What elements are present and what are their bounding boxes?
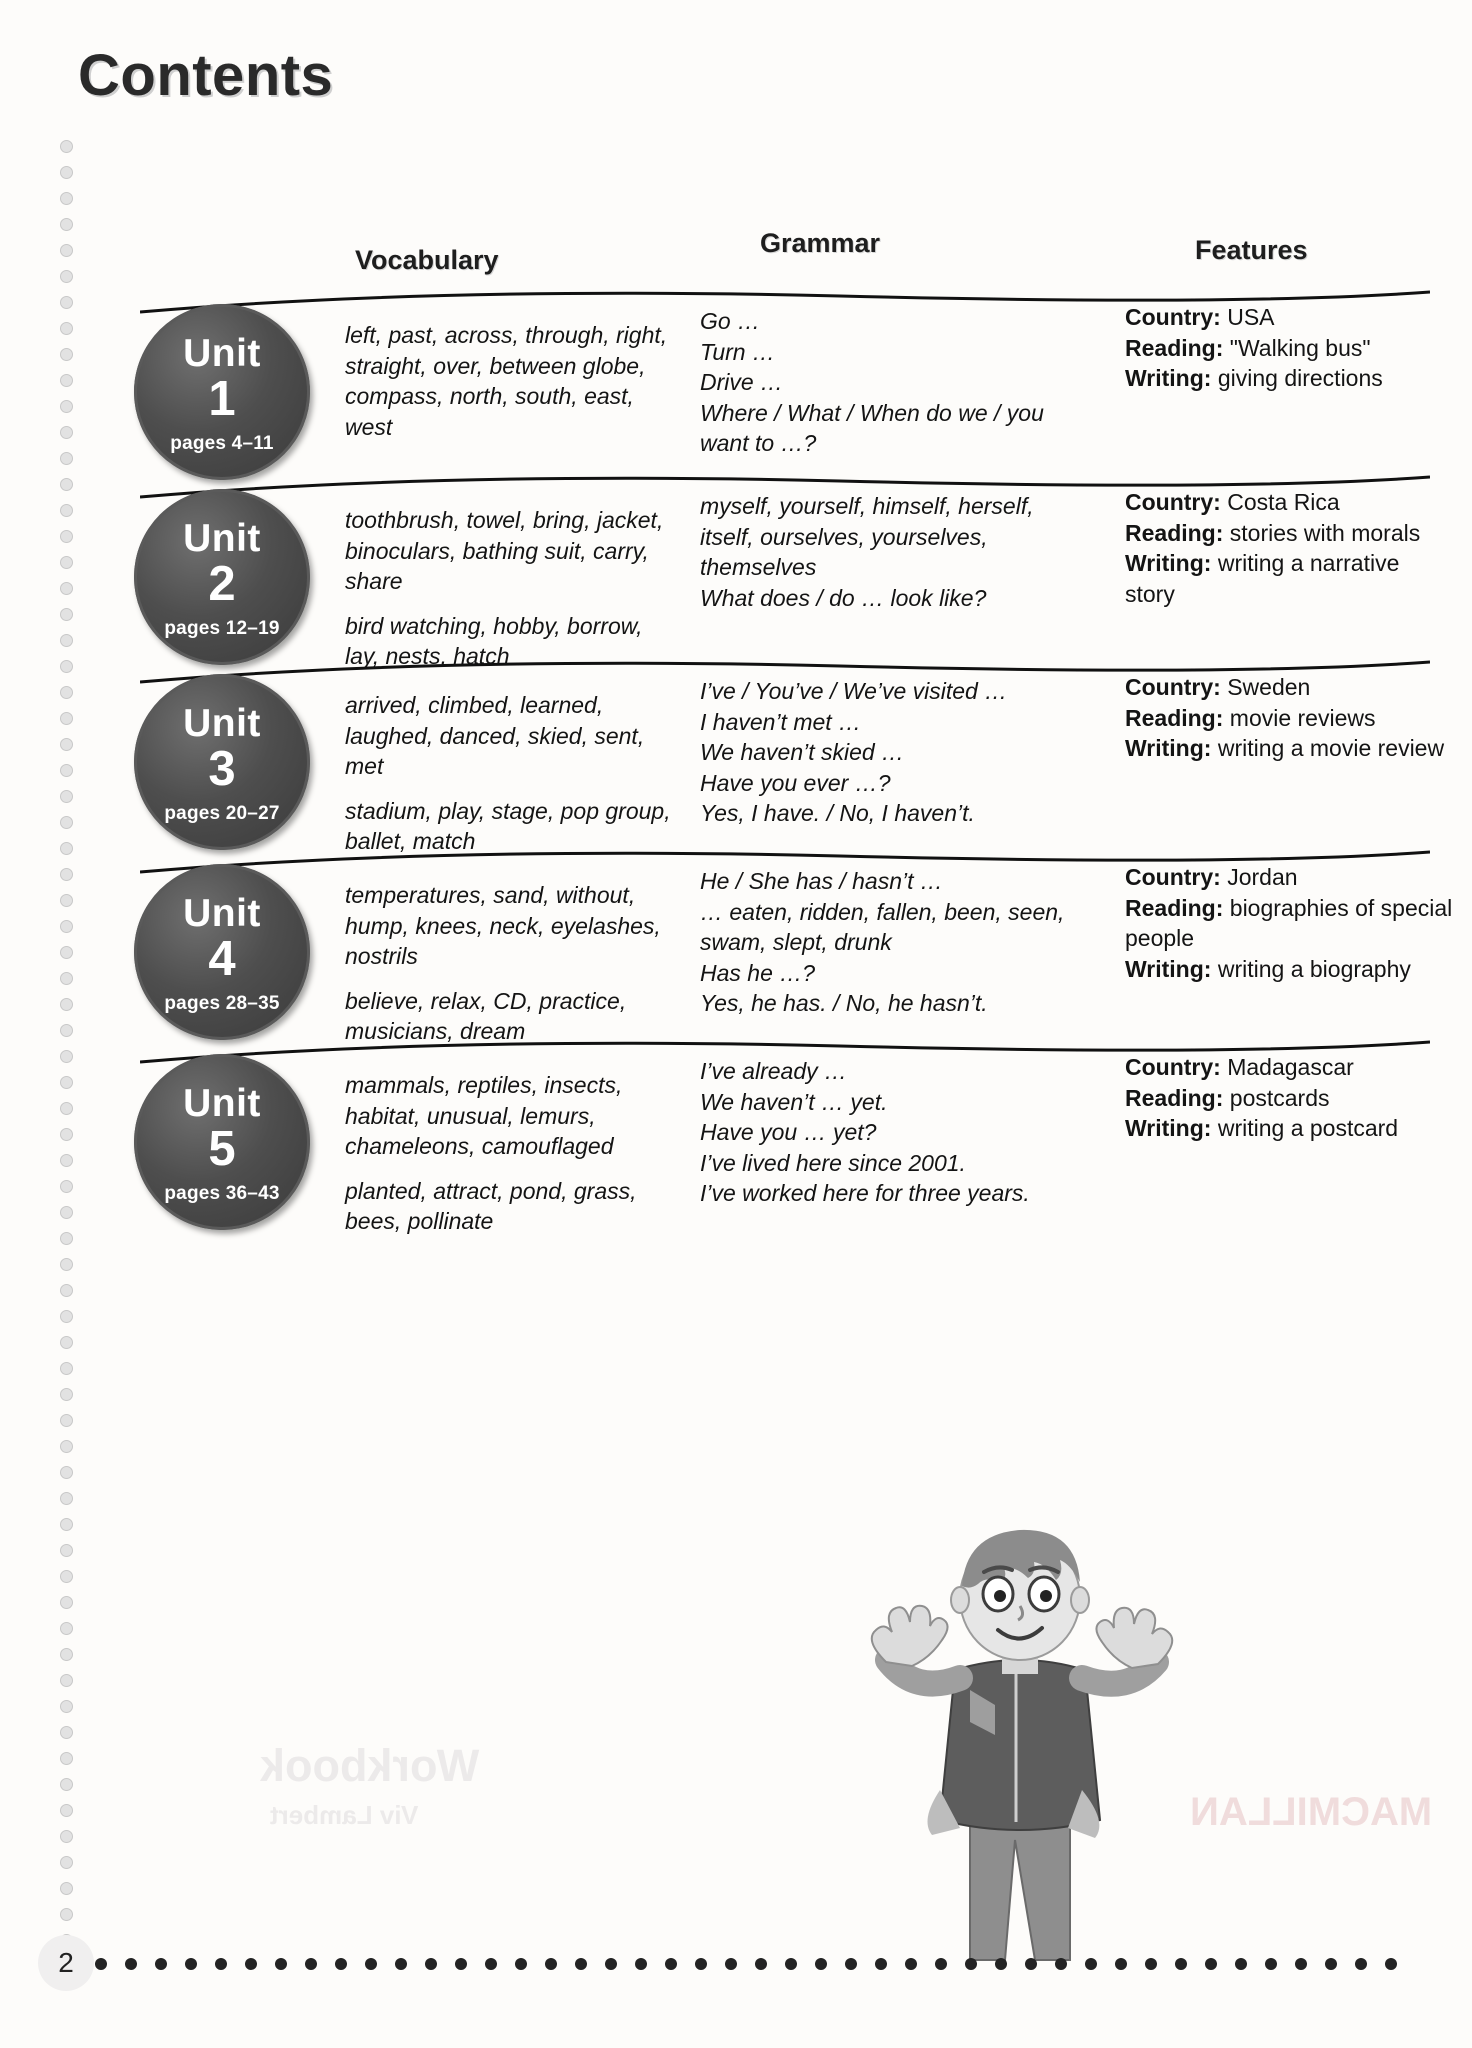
grammar-line: Where / What / When do we / you want to …? [700,399,1044,457]
bottom-dotted-rule [95,1958,1415,1972]
unit-grammar [700,1056,1090,1209]
vocabulary-group: planted, attract, pond, grass, bees, pollinate [345,1177,637,1235]
feature-label-reading: Reading: [1125,334,1224,361]
unit-grammar [700,676,1090,829]
grammar-line: Yes, I have. / No, I haven’t. [700,800,975,827]
unit-features [1125,862,1455,984]
unit-pages: pages 28–35 [164,993,280,1014]
feature-label-writing: Writing: [1125,365,1212,392]
vocabulary-group: left, past, across, through, right, straight, over, between globe, compass, north, south, east, west [345,322,668,440]
column-header-grammar: Grammar [760,228,881,258]
grammar-line: Have you ever …? [700,769,891,796]
unit-badge-2[interactable] [134,489,310,665]
unit-grammar [700,306,1090,459]
unit-number: 4 [208,932,236,986]
feature-reading: Reading: biographies of special people [1125,894,1453,952]
unit-vocabulary [345,690,675,857]
feature-country: Country: Jordan [1125,864,1298,890]
unit-features [1125,672,1455,764]
feature-label-country: Country: [1125,1054,1221,1080]
page-title: Contents [78,43,334,108]
feature-writing: Writing: writing a movie review [1125,735,1445,762]
feature-country: Country: Madagascar [1125,1054,1354,1080]
unit-badge-1[interactable] [134,304,310,480]
feature-label-writing: Writing: [1125,735,1212,762]
grammar-line: … eaten, ridden, fallen, been, seen, swam, slept, drunk [700,898,1065,956]
grammar-line: We haven’t skied … [700,739,905,766]
unit-number: 3 [208,742,236,796]
grammar-line: Go … [700,308,761,334]
unit-row [100,660,1445,855]
feature-label-writing: Writing: [1125,550,1212,577]
unit-pages: pages 20–27 [164,803,280,824]
spiral-binding [60,140,78,1980]
unit-vocabulary [345,1070,675,1237]
unit-features [1125,302,1455,394]
feature-label-country: Country: [1125,864,1221,890]
unit-features [1125,487,1455,609]
feature-label-reading: Reading: [1125,704,1224,731]
unit-pages: pages 12–19 [164,618,280,639]
grammar-line: I’ve already … [700,1058,848,1084]
feature-label-reading: Reading: [1125,894,1224,921]
feature-writing: Writing: giving directions [1125,365,1383,392]
unit-row [100,850,1453,1045]
column-header-features: Features [1195,235,1308,265]
vocabulary-group: temperatures, sand, without, hump, knees, neck, eyelashes, nostrils [345,882,661,970]
grammar-line: I haven’t met … [700,708,862,735]
grammar-line: Turn … [700,338,775,365]
grammar-line: I’ve lived here since 2001. [700,1149,966,1176]
feature-label-country: Country: [1125,674,1221,700]
unit-vocabulary [345,880,675,1047]
grammar-line: Has he …? [700,959,816,986]
feature-country: Country: USA [1125,304,1275,330]
feature-country: Country: Costa Rica [1125,489,1340,515]
vocabulary-group: arrived, climbed, learned, laughed, danced, skied, sent, met [345,692,645,780]
page-number: 2 [38,1935,94,1991]
watermark-author: Viv Lambert [270,1800,419,1830]
unit-features [1125,1052,1455,1144]
unit-badge-5[interactable] [134,1054,310,1230]
unit-row [100,290,1430,475]
feature-reading: Reading: postcards [1125,1084,1330,1111]
vocabulary-group: believe, relax, CD, practice, musicians, dream [345,987,627,1045]
unit-badge-3[interactable] [134,674,310,850]
feature-label-writing: Writing: [1125,955,1212,982]
feature-reading: Reading: movie reviews [1125,704,1376,731]
feature-writing: Writing: writing a narrative story [1125,550,1400,607]
column-header-vocabulary: Vocabulary [355,245,499,275]
unit-grammar [700,491,1090,613]
grammar-line: Drive … [700,369,784,396]
unit-row [100,475,1430,670]
watermark-title: Workbook [260,1740,480,1791]
unit-word: Unit [183,332,261,375]
unit-grammar [700,866,1090,1019]
feature-label-reading: Reading: [1125,519,1224,546]
feature-reading: Reading: "Walking bus" [1125,334,1371,361]
unit-number: 2 [208,557,236,611]
grammar-line: What does / do … look like? [700,584,987,611]
grammar-line: I’ve worked here for three years. [700,1180,1030,1207]
vocabulary-group: toothbrush, towel, bring, jacket, binoculars, bathing suit, carry, share [345,507,664,595]
unit-pages: pages 36–43 [164,1183,280,1204]
unit-vocabulary [345,320,675,442]
unit-vocabulary [345,505,675,672]
unit-number: 1 [208,372,236,426]
feature-label-writing: Writing: [1125,1115,1212,1142]
grammar-line: We haven’t … yet. [700,1088,888,1115]
vocabulary-group: stadium, play, stage, pop group, ballet, match [345,797,671,855]
unit-pages: pages 4–11 [170,433,274,454]
watermark-publisher: MACMILLAN [1190,1790,1433,1834]
feature-country: Country: Sweden [1125,674,1311,700]
grammar-line: He / She has / hasn’t … [700,868,943,894]
feature-label-reading: Reading: [1125,1084,1224,1111]
feature-writing: Writing: writing a postcard [1125,1115,1399,1142]
unit-word: Unit [183,517,261,560]
grammar-line: I’ve / You’ve / We’ve visited … [700,678,1008,704]
unit-badge-4[interactable] [134,864,310,1040]
feature-label-country: Country: [1125,304,1221,330]
vocabulary-group: bird watching, hobby, borrow, lay, nests, hatch [345,612,643,670]
boy-illustration [820,1490,1250,1970]
grammar-line: Yes, he has. / No, he hasn’t. [700,990,988,1017]
unit-word: Unit [183,702,261,745]
vocabulary-group: mammals, reptiles, insects, habitat, unusual, lemurs, chameleons, camouflaged [345,1072,623,1160]
unit-word: Unit [183,892,261,935]
grammar-line: myself, yourself, himself, herself, itself, ourselves, yourselves, themselves [700,493,1034,581]
feature-reading: Reading: stories with morals [1125,519,1421,546]
grammar-line: Have you … yet? [700,1119,877,1146]
feature-label-country: Country: [1125,489,1221,515]
feature-writing: Writing: writing a biography [1125,955,1411,982]
unit-number: 5 [208,1122,236,1176]
unit-row [100,1040,1430,1235]
unit-word: Unit [183,1082,261,1125]
